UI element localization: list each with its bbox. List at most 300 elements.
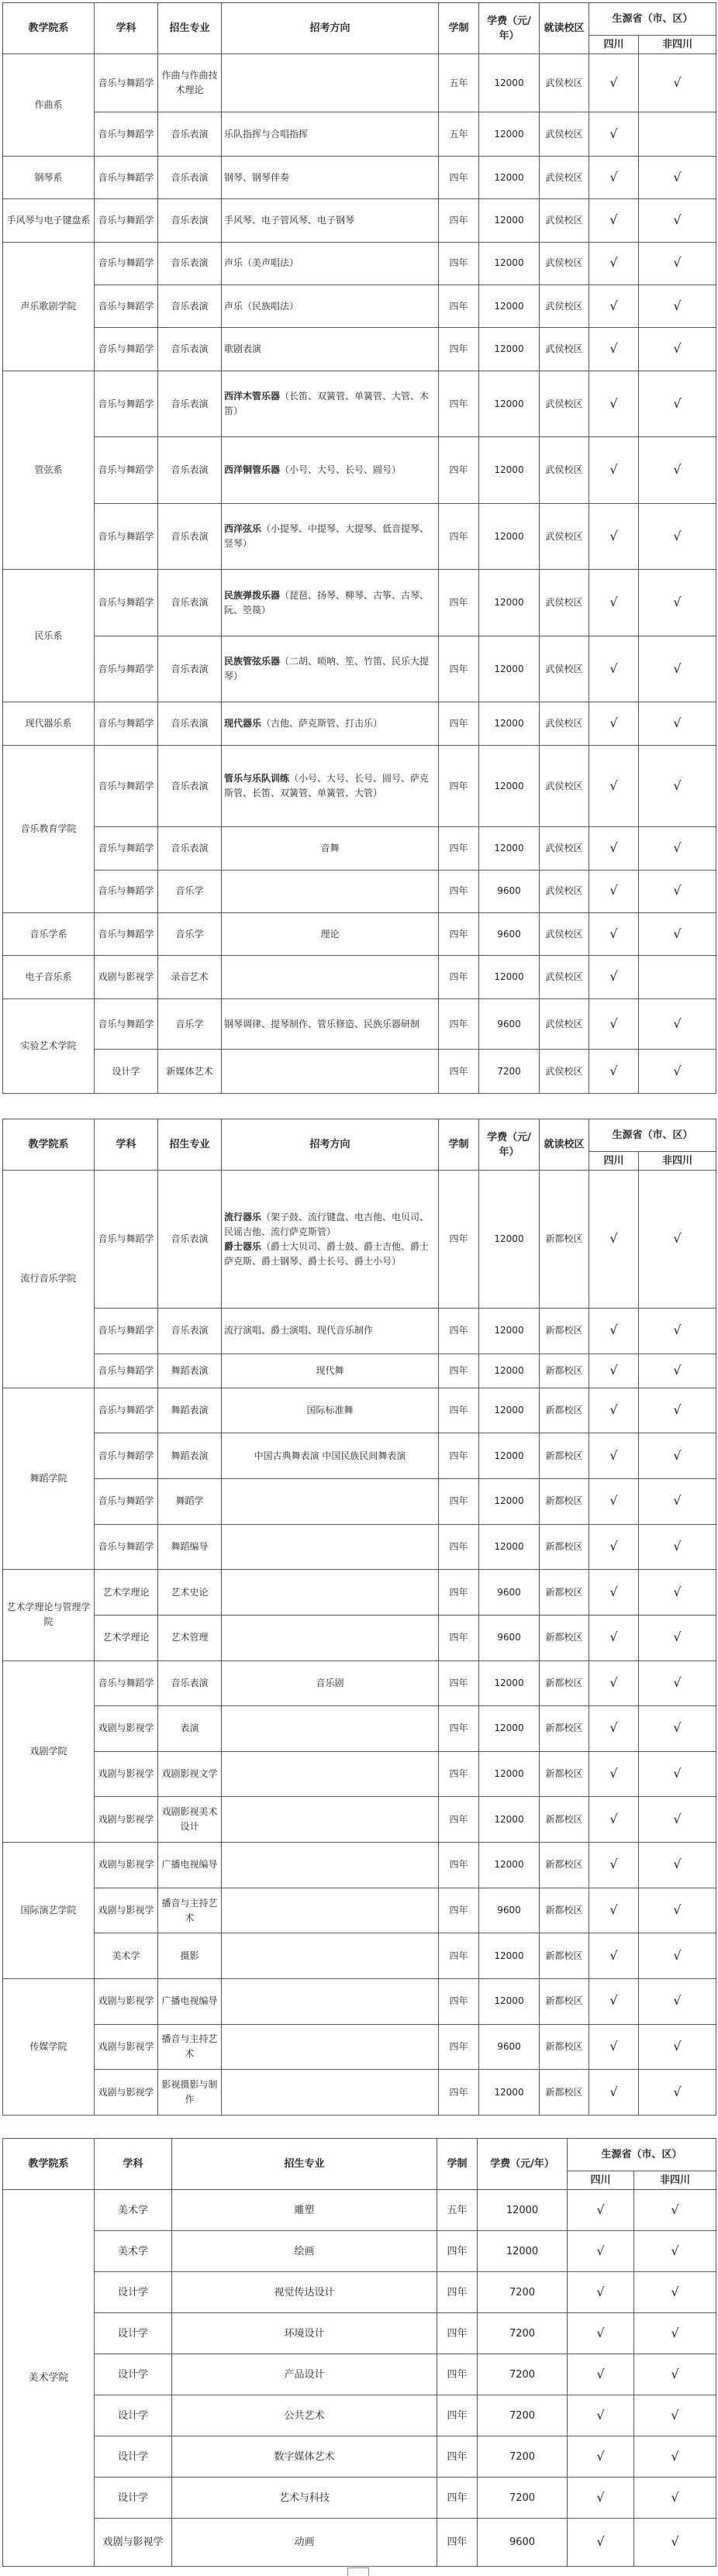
major-cell (158, 371, 222, 437)
fee-cell-text: 12000 (494, 1404, 524, 1416)
direction-cell (222, 1478, 439, 1524)
duration-cell-text: 四年 (449, 2040, 468, 2052)
fee-cell-text: 7200 (509, 2368, 536, 2381)
dept-cell (3, 998, 95, 1093)
campus-cell (540, 1706, 589, 1752)
check-mark-icon: √ (609, 395, 618, 411)
major-cell (158, 1797, 222, 1843)
table-row (3, 437, 716, 504)
dept-cell (3, 702, 95, 745)
check-mark-icon: √ (673, 1902, 682, 1918)
sichuan-cell (589, 2070, 639, 2116)
check-mark-icon: √ (673, 1447, 682, 1463)
major-cell-text: 艺术与科技 (278, 2492, 330, 2504)
fee-cell-text: 12000 (494, 1495, 524, 1507)
major-cell (172, 2519, 437, 2567)
sichuan-cell (589, 570, 639, 636)
fee-cell (479, 1888, 540, 1933)
duration-cell-text: 四年 (447, 2450, 468, 2463)
campus-cell (540, 1797, 589, 1843)
direction-cell (222, 636, 439, 702)
direction-text: 流行演唱、爵士演唱、现代音乐制作 (224, 1325, 374, 1336)
campus-cell-text: 新都校区 (545, 1768, 583, 1780)
duration-cell (439, 1978, 479, 2024)
direction-cell (222, 913, 439, 956)
subject-cell (95, 2519, 172, 2567)
fee-cell-text: 7200 (497, 1065, 521, 1077)
check-mark-icon: √ (609, 1674, 618, 1690)
direction-cell (222, 998, 439, 1049)
header-fee: 学费（元/年） (478, 2139, 568, 2190)
subject-cell (95, 998, 158, 1049)
direction-cell (222, 1388, 439, 1433)
check-mark-icon: √ (673, 1766, 682, 1781)
check-mark-icon: √ (609, 1857, 618, 1872)
direction-text: （架子鼓、流行键盘、电吉他、电贝司、民谣吉他、流行萨克斯管） (224, 1211, 430, 1237)
table-row (3, 1433, 716, 1479)
sichuan-cell (589, 1171, 639, 1309)
table-row (3, 956, 716, 998)
fee-cell (479, 1706, 540, 1752)
fee-cell-text: 12000 (494, 1813, 524, 1825)
table-row (3, 745, 716, 827)
duration-cell-text: 四年 (447, 2327, 468, 2340)
campus-cell-text: 新都校区 (545, 1364, 583, 1376)
table-row (3, 1524, 716, 1570)
fee-cell (479, 157, 540, 199)
check-mark-icon: √ (671, 2366, 679, 2381)
check-mark-icon: √ (671, 2325, 679, 2340)
duration-cell-text: 四年 (449, 2086, 468, 2098)
subject-cell-text: 美术学 (117, 2245, 148, 2257)
non-sichuan-cell (639, 1478, 716, 1524)
subject-cell-text: 戏剧与影视学 (98, 1859, 154, 1871)
direction-cell (222, 1309, 439, 1354)
dept-cell-text: 钢琴系 (34, 171, 63, 183)
major-cell-text: 音乐表演 (171, 780, 209, 791)
subject-cell (95, 1388, 158, 1433)
subject-cell (95, 328, 158, 371)
table-row (3, 1570, 716, 1616)
sichuan-cell (589, 636, 639, 702)
fee-cell-text: 12000 (494, 1540, 524, 1552)
fee-cell-text: 12000 (494, 1677, 524, 1688)
subject-cell-text: 设计学 (112, 1065, 140, 1077)
direction-cell (222, 2024, 439, 2070)
subject-cell-text: 音乐与舞蹈学 (98, 718, 154, 729)
duration-cell-text: 四年 (449, 1495, 468, 1507)
direction-text: 钢琴调律、提琴制作、管乐修造、民族乐器研制 (224, 1018, 420, 1029)
dept-cell (3, 956, 95, 998)
subject-cell (95, 2272, 172, 2313)
header-non-sichuan: 非四川 (634, 2171, 716, 2190)
non-sichuan-cell (639, 1797, 716, 1843)
major-cell (158, 1751, 222, 1797)
subject-cell-text: 戏剧与影视学 (98, 2040, 154, 2052)
direction-text: （小号、大号、长号、圆号） (280, 464, 402, 476)
duration-cell-text: 四年 (449, 398, 468, 409)
subject-cell-text: 戏剧与影视学 (102, 2536, 164, 2549)
sichuan-cell (589, 437, 639, 504)
subject-cell-text: 音乐与舞蹈学 (98, 530, 154, 542)
major-cell (172, 2436, 437, 2478)
fee-cell (479, 112, 540, 157)
sichuan-cell (568, 2313, 634, 2354)
sichuan-cell (589, 1797, 639, 1843)
non-sichuan-cell (639, 157, 716, 199)
subject-cell (95, 54, 158, 112)
campus-cell (540, 1354, 589, 1388)
header-dept: 教学院系 (3, 1119, 95, 1171)
direction-cell (222, 2070, 439, 2116)
header-subject: 学科 (95, 2139, 172, 2190)
major-cell (172, 2478, 437, 2519)
duration-cell (439, 1660, 479, 1706)
major-cell (158, 54, 222, 112)
subject-cell (95, 1433, 158, 1479)
major-cell-text: 录音艺术 (171, 971, 209, 983)
check-mark-icon: √ (673, 2038, 682, 2054)
fee-cell-text: 12000 (494, 398, 524, 409)
subject-cell (95, 1797, 158, 1843)
table-row (3, 1843, 716, 1888)
subject-cell-text: 音乐与舞蹈学 (98, 1450, 154, 1461)
major-cell-text: 广播电视编导 (161, 1859, 218, 1871)
duration-cell (439, 1797, 479, 1843)
subject-cell-text: 音乐与舞蹈学 (98, 257, 154, 269)
non-sichuan-cell (639, 827, 716, 870)
check-mark-icon: √ (609, 1322, 618, 1338)
campus-cell-text: 武侯校区 (545, 398, 583, 409)
sichuan-cell (589, 371, 639, 437)
subject-cell (95, 2070, 158, 2116)
fee-cell (478, 2354, 568, 2395)
campus-cell-text: 武侯校区 (545, 718, 583, 729)
major-cell-text: 音乐表演 (171, 171, 209, 183)
direction-text: 国际标准舞 (306, 1404, 354, 1416)
check-mark-icon: √ (673, 1402, 682, 1417)
fee-cell (479, 1478, 540, 1524)
table-row (3, 913, 716, 956)
duration-cell-text: 五年 (449, 128, 468, 140)
major-cell-text: 艺术史论 (171, 1586, 209, 1598)
check-mark-icon: √ (609, 2084, 618, 2099)
subject-cell (95, 157, 158, 199)
subject-cell-text: 音乐与舞蹈学 (98, 597, 154, 609)
major-cell (158, 242, 222, 284)
fee-cell (479, 2024, 540, 2070)
non-sichuan-cell (634, 2395, 716, 2436)
campus-cell-text: 武侯校区 (545, 171, 583, 183)
campus-cell-text: 新都校区 (545, 1905, 583, 1916)
direction-cell (222, 570, 439, 636)
check-mark-icon: √ (609, 969, 618, 985)
table-row (3, 2519, 716, 2567)
dept-cell-text: 管弦系 (34, 464, 63, 476)
direction-text: 钢琴、钢琴伴奏 (224, 171, 290, 183)
major-cell (158, 1843, 222, 1888)
fee-cell-text: 12000 (494, 971, 524, 983)
fee-cell-text: 12000 (494, 128, 524, 140)
duration-cell-text: 四年 (449, 257, 468, 269)
check-mark-icon: √ (609, 1993, 618, 2009)
check-mark-icon: √ (596, 2489, 605, 2505)
non-sichuan-cell (639, 1524, 716, 1570)
major-cell-text: 舞蹈表演 (171, 1404, 209, 1416)
campus-cell (540, 1888, 589, 1933)
duration-cell (439, 285, 479, 328)
campus-cell (540, 1570, 589, 1616)
non-sichuan-cell (634, 2313, 716, 2354)
sichuan-cell (568, 2478, 634, 2519)
major-cell-text: 舞蹈学 (175, 1495, 204, 1507)
fee-cell-text: 12000 (506, 2245, 539, 2257)
subject-cell-text: 音乐与舞蹈学 (98, 928, 154, 940)
dept-cell-text: 美术学院 (28, 2372, 69, 2384)
campus-cell (540, 702, 589, 745)
major-cell (172, 2190, 437, 2231)
direction-text: （长笛、双簧管、单簧管、大管、木笛） (224, 391, 430, 417)
subject-cell-text: 音乐与舞蹈学 (98, 1233, 154, 1245)
subject-cell (95, 2436, 172, 2478)
duration-cell (439, 1524, 479, 1570)
duration-cell-text: 四年 (449, 1540, 468, 1552)
major-cell (158, 1933, 222, 1979)
campus-cell-text: 武侯校区 (545, 464, 583, 476)
duration-cell (439, 998, 479, 1049)
check-mark-icon: √ (609, 840, 618, 856)
duration-cell (439, 1354, 479, 1388)
subject-cell (95, 745, 158, 827)
direction-text: 手风琴、电子管风琴、电子钢琴 (224, 215, 355, 226)
sichuan-cell (589, 1570, 639, 1616)
sichuan-cell (589, 54, 639, 112)
subject-cell (95, 913, 158, 956)
campus-cell (540, 827, 589, 870)
header-sichuan: 四川 (589, 36, 639, 54)
check-mark-icon: √ (673, 341, 682, 357)
direction-cell (222, 1570, 439, 1616)
subject-cell (95, 1660, 158, 1706)
campus-cell-text: 新都校区 (545, 1586, 583, 1598)
check-mark-icon: √ (673, 883, 682, 898)
major-cell (158, 913, 222, 956)
duration-cell-text: 四年 (447, 2286, 468, 2298)
fee-cell (479, 998, 540, 1049)
direction-cell (222, 870, 439, 912)
fee-cell-text: 12000 (494, 300, 524, 312)
check-mark-icon: √ (596, 2407, 605, 2423)
sichuan-cell (589, 1843, 639, 1888)
non-sichuan-cell (639, 199, 716, 242)
duration-cell (439, 1888, 479, 1933)
campus-cell (540, 371, 589, 437)
direction-text: （小号、大号、长号、圆号、萨克斯管、长笛、双簧管、单簧管、大管） (224, 773, 430, 799)
major-cell (158, 1433, 222, 1479)
fee-cell-text: 9600 (497, 1905, 521, 1916)
sichuan-cell (568, 2272, 634, 2313)
duration-cell-text: 四年 (449, 1859, 468, 1871)
subject-cell (95, 1171, 158, 1309)
duration-cell-text: 四年 (447, 2492, 468, 2504)
subject-cell-text: 美术学 (117, 2204, 148, 2216)
check-mark-icon: √ (609, 1016, 618, 1031)
duration-cell (439, 1309, 479, 1354)
non-sichuan-cell (634, 2190, 716, 2231)
subject-cell-text: 音乐与舞蹈学 (98, 885, 154, 897)
campus-cell-text: 武侯校区 (545, 530, 583, 542)
subject-cell (95, 1751, 158, 1797)
non-sichuan-cell (634, 2519, 716, 2567)
duration-cell (439, 242, 479, 284)
duration-cell-text: 四年 (449, 843, 468, 854)
major-cell-text: 绘画 (294, 2245, 315, 2257)
check-mark-icon: √ (596, 2325, 605, 2340)
subject-cell-text: 音乐与舞蹈学 (98, 1677, 154, 1688)
non-sichuan-cell (634, 2354, 716, 2395)
check-mark-icon: √ (673, 1538, 682, 1554)
check-mark-icon: √ (673, 778, 682, 793)
fee-cell (479, 870, 540, 912)
subject-cell (95, 371, 158, 437)
campus-cell (540, 998, 589, 1049)
check-mark-icon: √ (673, 395, 682, 411)
fee-cell (479, 1751, 540, 1797)
duration-cell (439, 1171, 479, 1309)
duration-cell (439, 956, 479, 998)
dept-cell (3, 1843, 95, 1979)
non-sichuan-cell (639, 913, 716, 956)
subject-cell-text: 音乐与舞蹈学 (98, 1364, 154, 1376)
subject-cell (95, 437, 158, 504)
subject-cell (95, 285, 158, 328)
check-mark-icon: √ (609, 126, 618, 141)
major-cell (158, 1888, 222, 1933)
fee-cell-text: 12000 (494, 343, 524, 355)
table-row (3, 1706, 716, 1752)
direction-text: （琵琶、扬琴、柳琴、古筝、古琴、阮、箜篌） (224, 589, 430, 616)
duration-cell (439, 1570, 479, 1616)
check-mark-icon: √ (596, 2534, 605, 2550)
check-mark-icon: √ (673, 1629, 682, 1645)
check-mark-icon: √ (671, 2407, 679, 2423)
duration-cell (439, 1706, 479, 1752)
direction-cell (222, 1797, 439, 1843)
header-source: 生源省（市、区） (589, 1119, 716, 1152)
sichuan-cell (589, 745, 639, 827)
check-mark-icon: √ (673, 298, 682, 313)
duration-cell-text: 四年 (447, 2536, 468, 2549)
check-mark-icon: √ (609, 1629, 618, 1645)
fee-cell (479, 199, 540, 242)
duration-cell-text: 四年 (447, 2245, 468, 2257)
sichuan-cell (589, 1388, 639, 1433)
header-campus: 就读校区 (540, 1119, 589, 1171)
header-dept: 教学院系 (3, 2139, 95, 2190)
subject-cell (95, 199, 158, 242)
duration-cell-text: 四年 (449, 971, 468, 983)
campus-cell-text: 新都校区 (545, 2086, 583, 2098)
table-1-body (3, 54, 716, 1094)
dept-cell (3, 570, 95, 702)
dept-cell (3, 371, 95, 570)
non-sichuan-cell (639, 1388, 716, 1433)
sichuan-cell (589, 199, 639, 242)
check-mark-icon: √ (609, 528, 618, 543)
check-mark-icon: √ (673, 212, 682, 228)
header-fee: 学费（元/年） (479, 3, 540, 54)
check-mark-icon: √ (673, 2084, 682, 2099)
major-cell (158, 157, 222, 199)
duration-cell (439, 371, 479, 437)
subject-cell-text: 美术学 (112, 1950, 140, 1961)
major-cell (158, 870, 222, 912)
duration-cell-text: 四年 (449, 885, 468, 897)
fee-cell-text: 9600 (497, 885, 521, 897)
check-mark-icon: √ (609, 1947, 618, 1963)
subject-cell (95, 2024, 158, 2070)
major-cell-text: 播音与主持艺术 (161, 2033, 218, 2060)
fee-cell-text: 12000 (494, 530, 524, 542)
duration-cell-text: 四年 (449, 1677, 468, 1688)
check-mark-icon: √ (609, 255, 618, 271)
dept-cell-text: 传媒学院 (29, 2040, 67, 2052)
duration-cell (439, 2070, 479, 2116)
major-cell-text: 音乐学 (175, 1018, 204, 1029)
fee-cell (479, 1933, 540, 1979)
dept-cell-text: 音乐教育学院 (20, 822, 77, 834)
duration-cell-text: 四年 (449, 1723, 468, 1734)
campus-cell-text: 新都校区 (545, 1325, 583, 1336)
subject-cell (95, 570, 158, 636)
campus-cell (540, 1478, 589, 1524)
duration-cell (439, 1388, 479, 1433)
campus-cell (540, 1843, 589, 1888)
table-row (3, 1388, 716, 1433)
header-non-sichuan: 非四川 (639, 1152, 716, 1171)
major-cell (158, 1660, 222, 1706)
check-mark-icon: √ (673, 840, 682, 856)
header-campus: 就读校区 (540, 3, 589, 54)
duration-cell (439, 1433, 479, 1479)
campus-cell-text: 新都校区 (545, 1632, 583, 1643)
major-cell-text: 音乐表演 (171, 663, 209, 674)
major-cell-text: 雕塑 (294, 2204, 315, 2216)
major-cell (158, 1388, 222, 1433)
dept-cell (3, 1978, 95, 2115)
subject-cell-text: 音乐与舞蹈学 (98, 663, 154, 674)
sichuan-cell (589, 1615, 639, 1660)
major-cell-text: 作曲与作曲技术理论 (161, 70, 218, 96)
non-sichuan-cell (639, 503, 716, 570)
campus-cell-text: 武侯校区 (545, 128, 583, 140)
campus-cell-text: 新都校区 (545, 1495, 583, 1507)
table-row (3, 2395, 716, 2436)
check-mark-icon: √ (671, 2448, 679, 2464)
major-cell-text: 表演 (180, 1723, 199, 1734)
non-sichuan-cell (634, 2272, 716, 2313)
direction-cell (222, 827, 439, 870)
sichuan-cell (589, 328, 639, 371)
fee-cell (479, 1433, 540, 1479)
major-cell (158, 827, 222, 870)
campus-cell (540, 285, 589, 328)
campus-cell-text: 武侯校区 (545, 1065, 583, 1077)
major-cell-text: 数字媒体艺术 (274, 2450, 335, 2463)
fee-cell (479, 1524, 540, 1570)
page-break-mark (347, 2567, 369, 2576)
header-non-sichuan: 非四川 (639, 36, 716, 54)
